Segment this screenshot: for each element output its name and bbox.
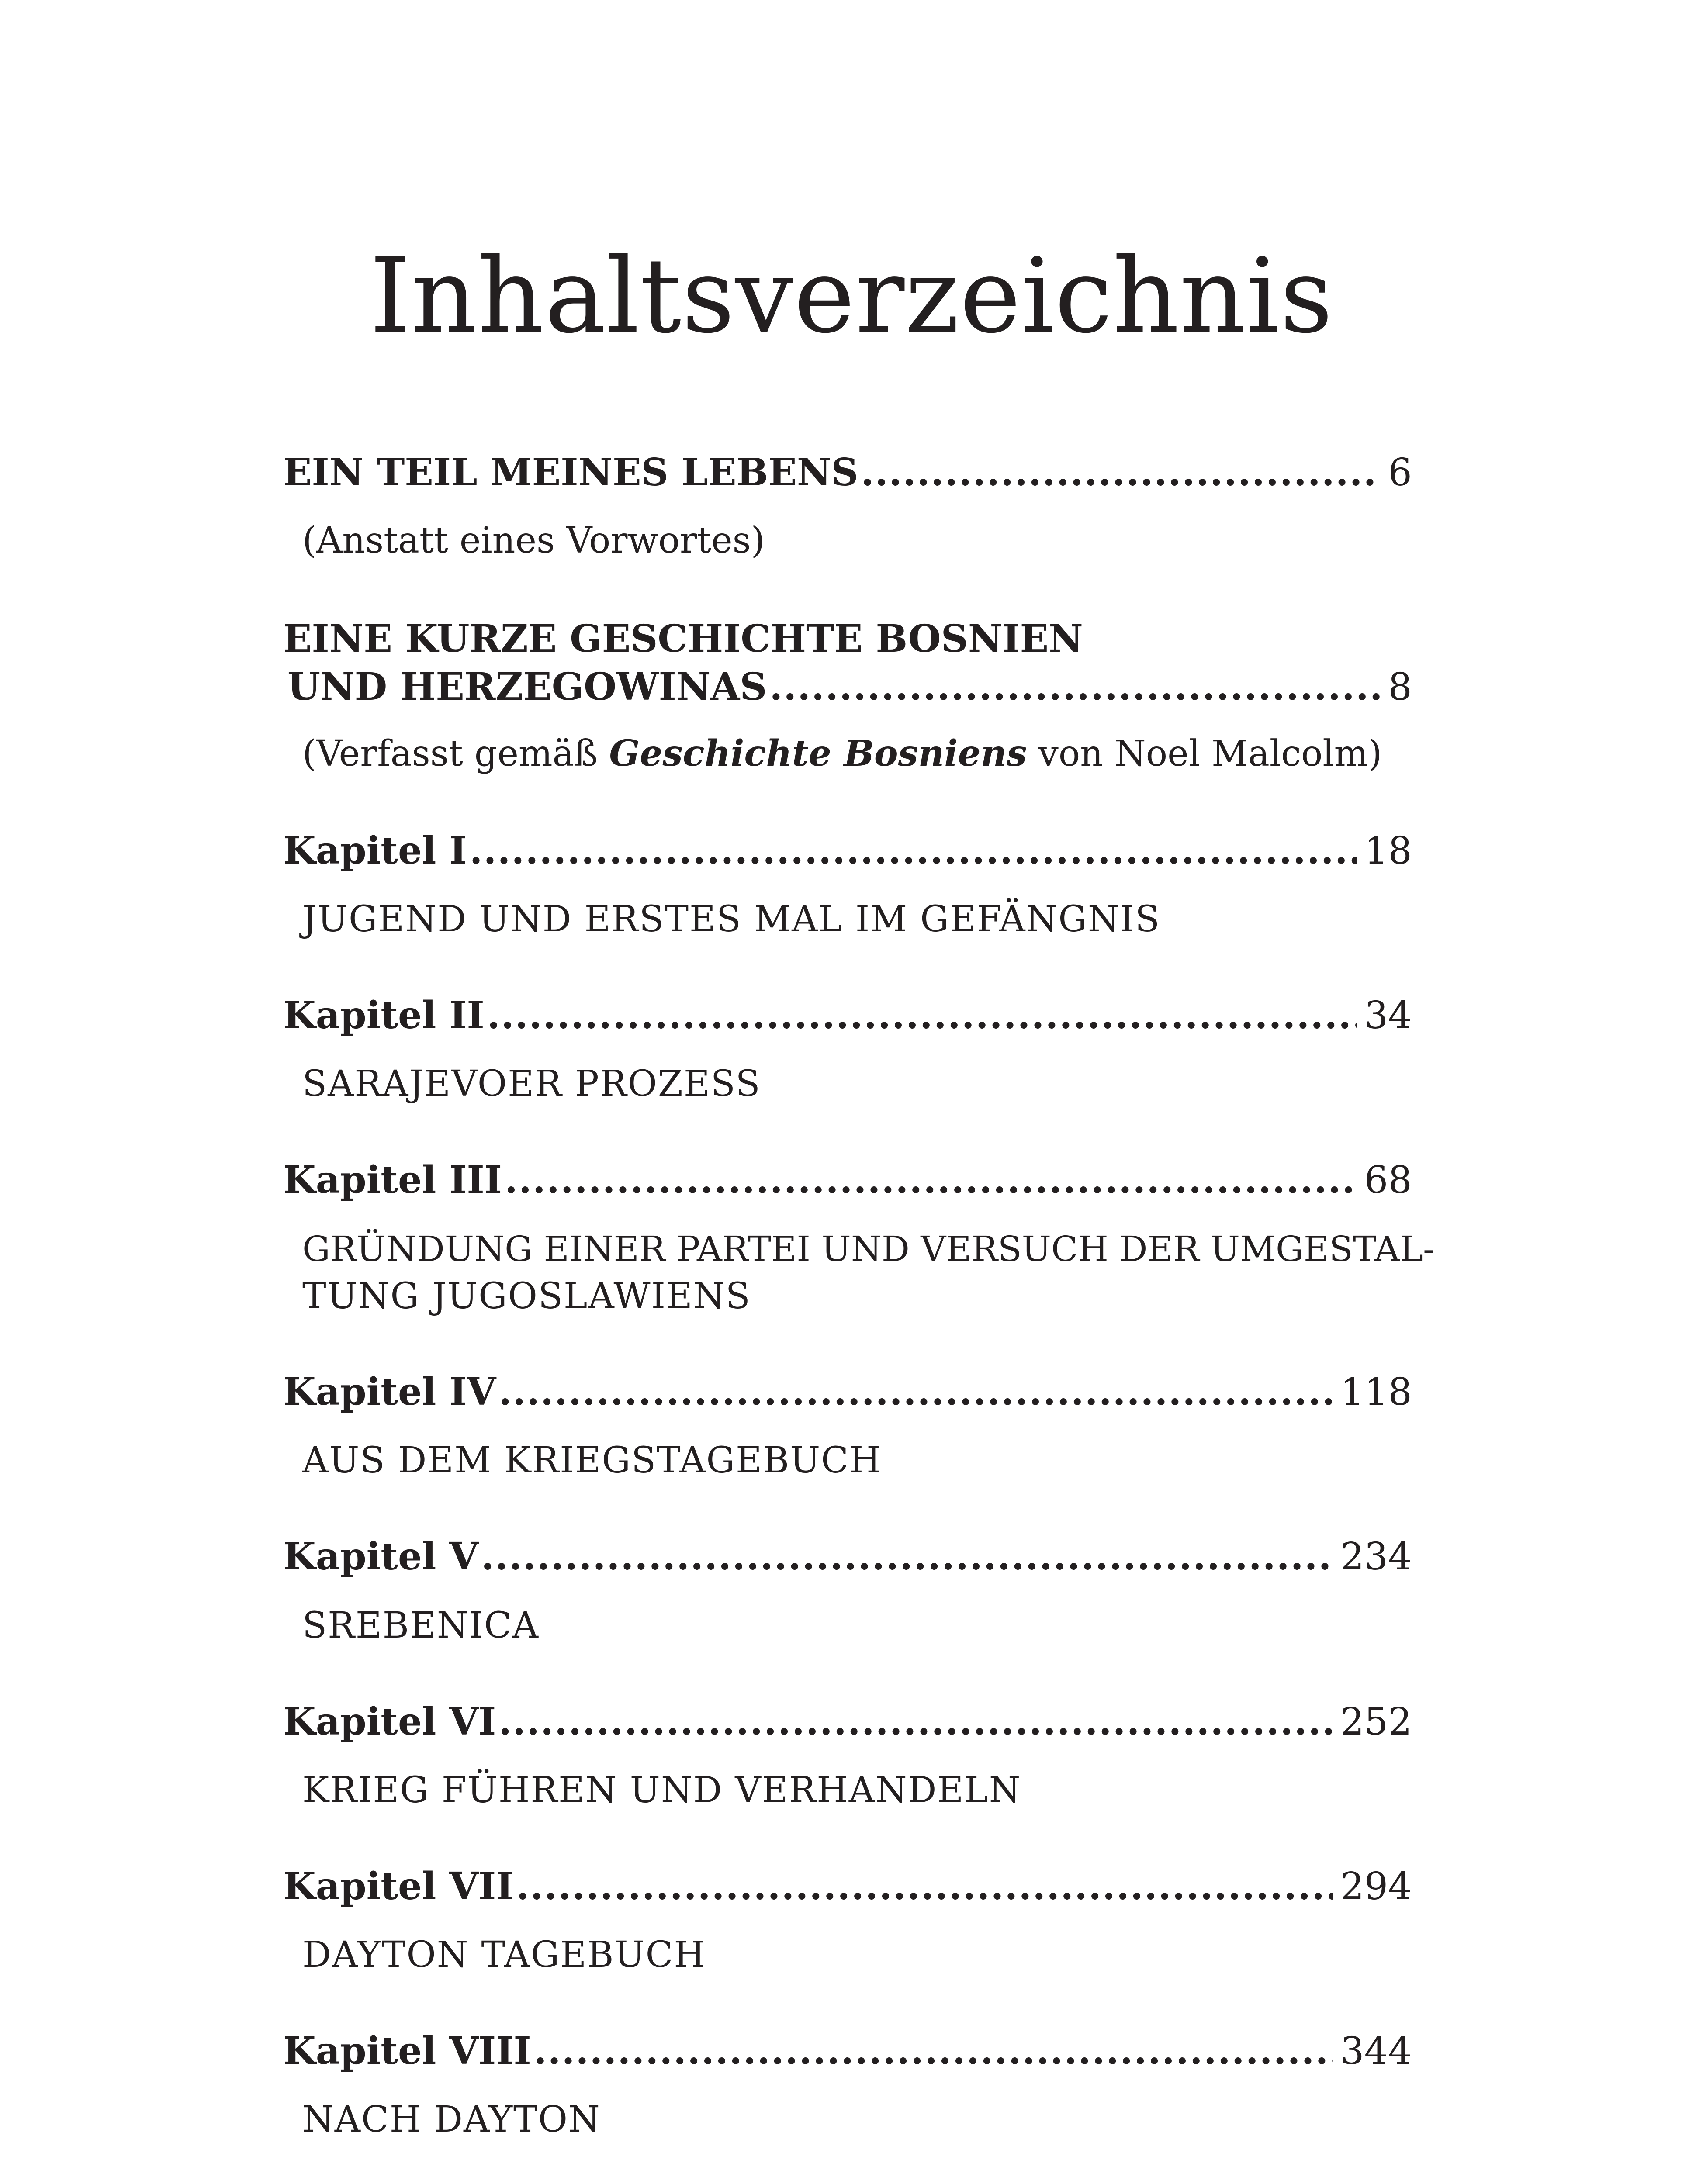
page-title: Inhaltsverzeichnis bbox=[370, 236, 1333, 356]
dot-leader bbox=[498, 1366, 1333, 1418]
toc-entry-subtitle: KRIEG FÜHREN UND VERHANDELN bbox=[302, 1769, 1021, 1811]
subtitle-text: (Verfasst gemäß bbox=[302, 733, 609, 774]
toc-entry-kapitel-6 bbox=[283, 1696, 1412, 1748]
dot-leader bbox=[481, 1531, 1333, 1583]
toc-entry-label: Kapitel IV bbox=[283, 1370, 496, 1414]
toc-entry-subtitle: (Anstatt eines Vorwortes) bbox=[302, 520, 765, 561]
toc-entry-kapitel-5 bbox=[283, 1531, 1412, 1583]
toc-entry-subtitle: DAYTON TAGEBUCH bbox=[302, 1934, 706, 1976]
dot-leader bbox=[498, 1696, 1333, 1748]
toc-entry-subtitle: NACH DAYTON bbox=[302, 2099, 601, 2140]
toc-entry-subtitle bbox=[302, 727, 1421, 780]
toc-entry-page: 344 bbox=[1340, 2029, 1412, 2073]
toc-entry-label: UND HERZEGOWINAS bbox=[287, 665, 767, 709]
toc-entry-kapitel-2 bbox=[283, 989, 1412, 1042]
dot-leader bbox=[769, 661, 1380, 713]
toc-entry-label: Kapitel I bbox=[283, 829, 467, 873]
toc-entry-page: 18 bbox=[1364, 829, 1412, 873]
toc-entry-page: 6 bbox=[1388, 451, 1412, 494]
toc-entry-kapitel-7 bbox=[283, 1860, 1412, 1913]
subtitle-text: von Noel Malcolm) bbox=[1027, 733, 1382, 774]
toc-entry-kapitel-4 bbox=[283, 1366, 1412, 1418]
toc-entry-ein-teil bbox=[283, 446, 1412, 499]
toc-entry-label: Kapitel V bbox=[283, 1534, 479, 1579]
dot-leader bbox=[470, 825, 1357, 877]
toc-entry-page: 234 bbox=[1340, 1535, 1412, 1579]
dot-leader bbox=[516, 1860, 1333, 1913]
toc-entry-label: Kapitel VII bbox=[283, 1864, 514, 1908]
toc-entry-subtitle: AUS DEM KRIEGSTAGEBUCH bbox=[302, 1440, 882, 1481]
toc-entry-label: Kapitel III bbox=[283, 1158, 502, 1202]
book-title: Geschichte Bosniens bbox=[609, 733, 1027, 774]
dot-leader bbox=[487, 989, 1357, 1042]
toc-entry-subtitle: JUGEND UND ERSTES MAL IM GEFÄNGNIS bbox=[302, 898, 1161, 940]
toc-entry-page: 118 bbox=[1340, 1370, 1412, 1414]
toc-entry-kapitel-1 bbox=[283, 825, 1412, 877]
toc-entry-page: 34 bbox=[1364, 994, 1412, 1037]
toc-entry-kapitel-8 bbox=[283, 2025, 1412, 2077]
toc-entry-page: 68 bbox=[1364, 1158, 1412, 1202]
toc-entry-label-line1: EINE KURZE GESCHICHTE BOSNIEN bbox=[283, 617, 1083, 661]
toc-entry-kapitel-3 bbox=[283, 1154, 1412, 1206]
toc-entry-geschichte bbox=[287, 661, 1412, 713]
dot-leader bbox=[861, 446, 1381, 499]
toc-entry-label: Kapitel II bbox=[283, 993, 485, 1037]
toc-entry-label: Kapitel VI bbox=[283, 1700, 496, 1744]
toc-entry-subtitle: SARAJEVOER PROZESS bbox=[302, 1063, 761, 1105]
toc-entry-page: 294 bbox=[1340, 1865, 1412, 1908]
toc-entry-page: 8 bbox=[1388, 665, 1412, 709]
toc-entry-label: Kapitel VIII bbox=[283, 2029, 531, 2073]
toc-entry-label: EIN TEIL MEINES LEBENS bbox=[283, 450, 858, 494]
toc-entry-subtitle: SREBENICA bbox=[302, 1605, 539, 1646]
dot-leader bbox=[534, 2025, 1333, 2077]
toc-entry-subtitle-line1: GRÜNDUNG EINER PARTEI UND VERSUCH DER UMGESTAL- bbox=[302, 1229, 1435, 1269]
dot-leader bbox=[505, 1154, 1357, 1206]
toc-entry-subtitle-line2: TUNG JUGOSLAWIENS bbox=[302, 1275, 751, 1317]
toc-entry-page: 252 bbox=[1340, 1700, 1412, 1744]
